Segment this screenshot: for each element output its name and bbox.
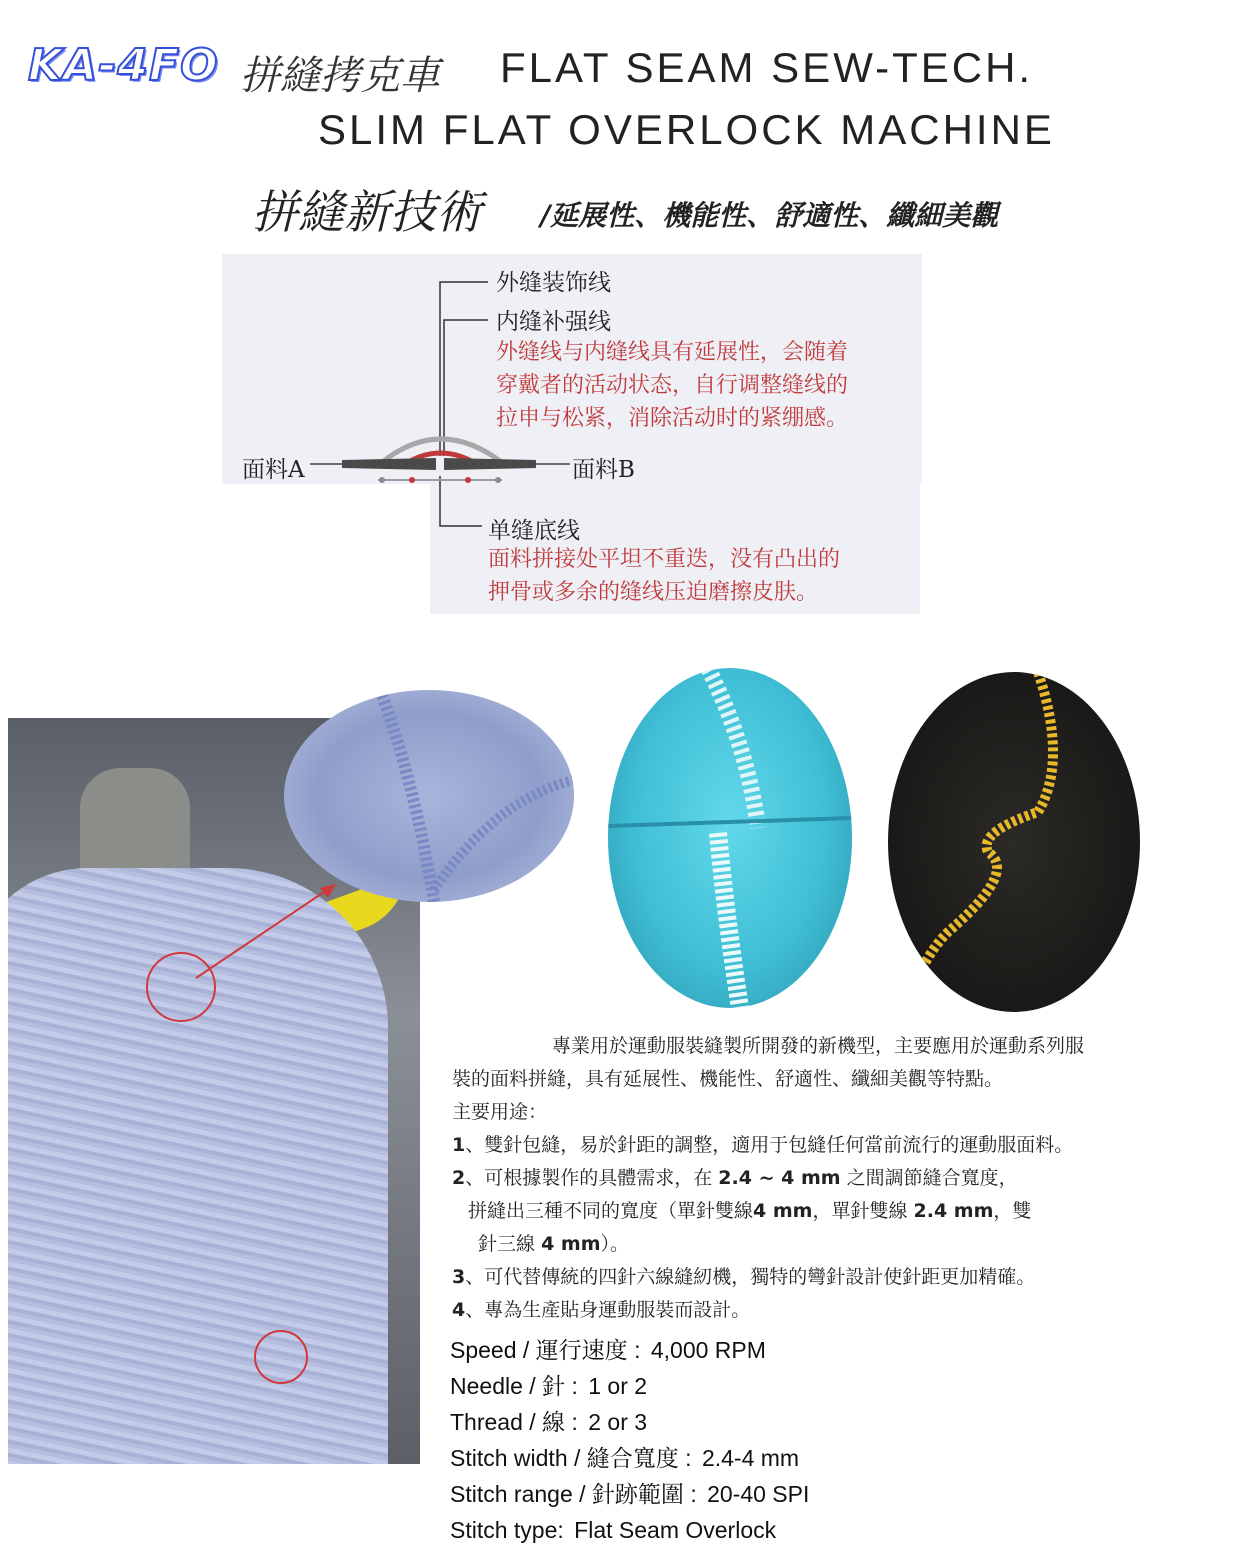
stitch-dot: [495, 477, 501, 483]
spec-stitch-type: Stitch type: Flat Seam Overlock: [450, 1517, 777, 1543]
yellow-seam-stitch: [888, 672, 1140, 1012]
pointer-arrow: [180, 870, 350, 990]
model-number: KA-4FO: [28, 40, 219, 91]
spec-stitch-range: Stitch range / 針跡範圍 : 20-40 SPI: [450, 1481, 810, 1507]
highlight-circle-sleeve: [254, 1330, 308, 1384]
description-line1: 專業用於運動服裝縫製所開發的新機型，主要應用於運動系列服: [552, 1035, 1085, 1057]
knit-seam-stitch: [284, 690, 574, 902]
stitch-dot: [465, 477, 471, 483]
leader-inner: [444, 320, 488, 456]
note-bottom-stitch: 面料拼接处平坦不重迭，没有凸出的 押骨或多余的缝线压迫磨擦皮肤。: [488, 547, 841, 605]
uses-heading: 主要用途：: [452, 1101, 548, 1123]
title-chinese: 拼縫拷克車: [240, 53, 440, 99]
description-line2: 裝的面料拼縫，具有延展性、機能性、舒適性、纖細美觀等特點。: [452, 1068, 1004, 1090]
title-english-line2: SLIM FLAT OVERLOCK MACHINE: [318, 106, 1055, 153]
label-outer-stitch: 外缝装饰线: [496, 270, 611, 296]
title-english-line1: FLAT SEAM SEW-TECH.: [500, 44, 1034, 91]
use-item-2-cont: 拼縫出三種不同的寬度（單針雙線4 mm，單針雙線 2.4 mm，雙: [468, 1200, 1032, 1222]
fabric-b: [444, 458, 536, 470]
label-fabric-b: 面料B: [572, 457, 635, 483]
black-fabric-yellow-stitch-closeup: [888, 672, 1140, 1012]
spec-stitch-width: Stitch width / 縫合寬度 : 2.4-4 mm: [450, 1445, 800, 1471]
stitch-dot: [379, 477, 385, 483]
use-item-1: 1、雙針包縫，易於針距的調整，適用于包縫任何當前流行的運動服面料。: [452, 1134, 1074, 1156]
label-inner-stitch: 内缝补强线: [496, 309, 611, 335]
subtitle-features: /延展性、機能性、舒適性、纖細美觀: [540, 199, 999, 232]
subtitle-main: 拼縫新技術: [252, 185, 482, 239]
note-inner-stitch: 外缝线与内缝线具有延展性，会随着 穿戴者的活动状态，自行调整缝线的 拉申与松紧，消除活动时的紧绷感。: [496, 340, 849, 431]
label-fabric-a: 面料A: [242, 457, 305, 483]
blue-fabric-seam-closeup: [608, 668, 852, 1008]
use-item-4: 4、專為生產貼身運動服裝而設計。: [452, 1299, 751, 1321]
leader-bottom: [440, 476, 482, 526]
leader-outer: [440, 282, 488, 456]
stitch-dot: [409, 477, 415, 483]
label-bottom-stitch: 单缝底线: [488, 518, 580, 544]
spec-needle: Needle / 針 : 1 or 2: [450, 1373, 648, 1399]
spec-thread: Thread / 線 : 2 or 3: [450, 1409, 648, 1435]
spec-speed: Speed / 運行速度 : 4,000 RPM: [450, 1337, 766, 1363]
fabric-a: [342, 458, 436, 470]
use-item-2-cont2: 針三線 4 mm）。: [478, 1233, 630, 1255]
use-item-2: 2、可根據製作的具體需求，在 2.4 ~ 4 mm 之間調節縫合寬度，: [452, 1167, 1018, 1189]
knit-seam-closeup: [284, 690, 574, 902]
description-block: [452, 1030, 1152, 1327]
use-item-3: 3、可代替傳統的四針六線縫紉機，獨特的彎針設計使針距更加精確。: [452, 1266, 1036, 1288]
blue-seam-stitch: [608, 668, 852, 1008]
spec-list: [450, 1332, 809, 1548]
